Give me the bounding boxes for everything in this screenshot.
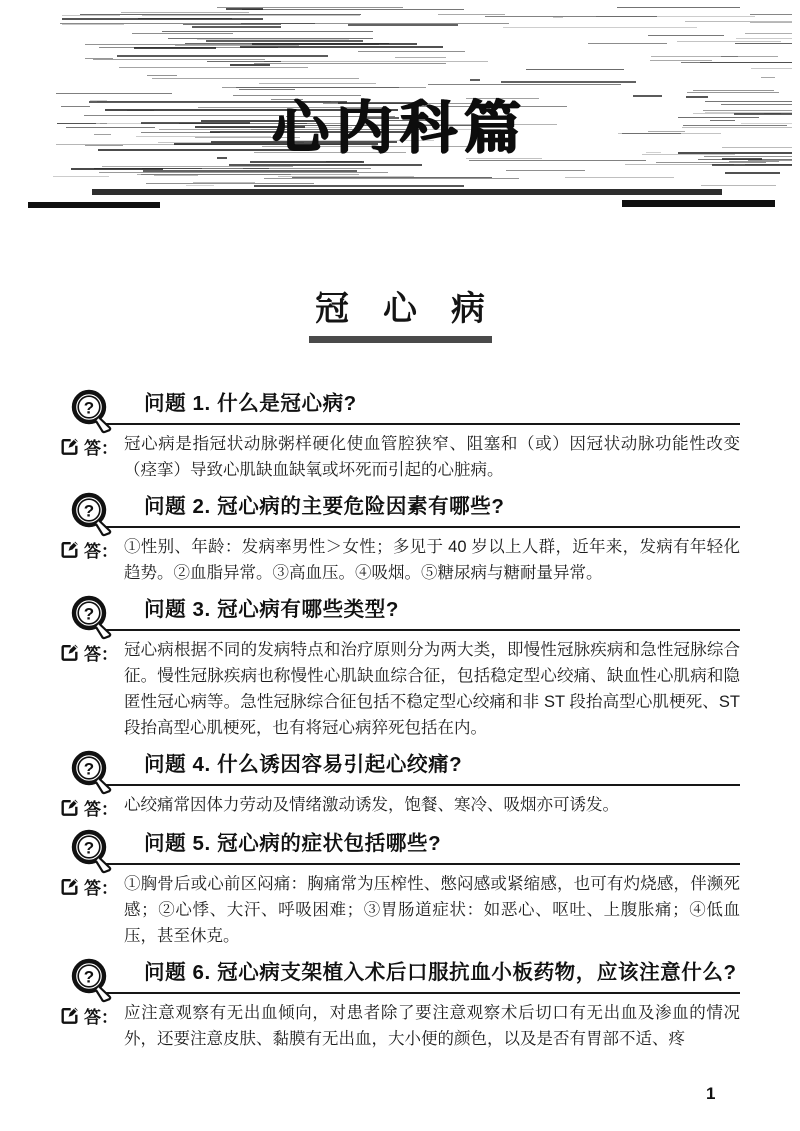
answer-row: [60, 534, 740, 586]
scan-noise-header: [0, 0, 800, 215]
question-title: 问题 2. 冠心病的主要危险因素有哪些?: [144, 495, 505, 518]
question-header: [60, 826, 740, 865]
section-head: [0, 290, 800, 343]
edit-pen-icon: [60, 437, 79, 456]
question-header: [60, 386, 740, 425]
header-rule-right: [622, 200, 775, 207]
qa-block-1: [60, 386, 740, 483]
answer-label: 答：: [84, 645, 118, 664]
answer-row: [60, 871, 740, 949]
answer-label-group: [60, 534, 124, 562]
edit-pen-icon: [60, 1006, 79, 1025]
question-header: [60, 592, 740, 631]
question-mark-glyph: ?: [83, 838, 95, 858]
question-mark-glyph: ?: [83, 604, 95, 624]
answer-text: 冠心病根据不同的发病特点和治疗原则分为两大类，即慢性冠脉疾病和急性冠脉综合征。慢性冠脉疾病也称慢性心肌缺血综合征，包括稳定型心绞痛、缺血性心肌病和隐匿性冠心病等。急性冠脉综合征包括不稳定型心绞痛和非 ST 段抬高型心肌梗死、ST 段抬高型心肌梗死，也有将冠心病猝死包括在内。: [124, 641, 740, 737]
answer-label-group: [60, 1000, 124, 1028]
qa-block-3: [60, 592, 740, 741]
magnifier-question-icon: [69, 389, 116, 434]
qa-content: [60, 386, 740, 1058]
answer-label: 答：: [84, 1008, 118, 1027]
question-mark-glyph: ?: [83, 759, 95, 779]
answer-row: [60, 792, 740, 820]
answer-label-group: [60, 871, 124, 899]
answer-text: ①性别、年龄：发病率男性＞女性；多见于 40 岁以上人群，近年来，发病有年轻化趋势。②血脂异常。③高血压。④吸烟。⑤糖尿病与糖耐量异常。: [124, 538, 740, 582]
answer-text: 心绞痛常因体力劳动及情绪激动诱发，饱餐、寒冷、吸烟亦可诱发。: [124, 796, 619, 814]
edit-pen-icon: [60, 540, 79, 559]
answer-label: 答：: [84, 439, 118, 458]
question-header: [60, 747, 740, 786]
question-title-bar: [102, 386, 740, 425]
answer-label-group: [60, 792, 124, 820]
edit-pen-icon: [60, 798, 79, 817]
question-title: 问题 5. 冠心病的症状包括哪些?: [144, 832, 442, 855]
page-number: 1: [706, 1084, 716, 1103]
qa-block-4: [60, 747, 740, 820]
question-title-bar: [102, 826, 740, 865]
answer-row: [60, 431, 740, 483]
question-title-bar: [102, 489, 740, 528]
answer-label-group: [60, 431, 124, 459]
qa-block-5: [60, 826, 740, 949]
header-rule-left: [28, 202, 160, 208]
question-title: 问题 4. 什么诱因容易引起心绞痛?: [144, 753, 463, 776]
qa-block-6: [60, 955, 740, 1052]
question-title: 问题 6. 冠心病支架植入术后口服抗血小板药物，应该注意什么?: [144, 961, 737, 984]
answer-text: 应注意观察有无出血倾向，对患者除了要注意观察术后切口有无出血及渗血的情况外，还要注意皮肤、黏膜有无出血，大小便的颜色，以及是否有胃部不适、疼: [124, 1004, 740, 1048]
answer-row: [60, 1000, 740, 1052]
section-title: 冠心病: [315, 291, 519, 328]
edit-pen-icon: [60, 643, 79, 662]
question-mark-glyph: ?: [83, 501, 95, 521]
edit-pen-icon: [60, 877, 79, 896]
magnifier-question-icon: [69, 829, 116, 874]
magnifier-question-icon: [69, 595, 116, 640]
chapter-title: 心内科篇: [272, 96, 528, 160]
question-header: [60, 955, 740, 994]
question-mark-glyph: ?: [83, 967, 95, 987]
question-title: 问题 3. 冠心病有哪些类型?: [144, 598, 400, 621]
section-title-underline: [309, 336, 492, 343]
question-title: 问题 1. 什么是冠心病?: [144, 392, 357, 415]
answer-text: ①胸骨后或心前区闷痛：胸痛常为压榨性、憋闷感或紧缩感，也可有灼烧感，伴濒死感；②心悸、大汗、呼吸困难；③胃肠道症状：如恶心、呕吐、上腹胀痛；④低血压，甚至休克。: [124, 875, 740, 945]
question-title-bar: [102, 955, 740, 994]
question-title-bar: [102, 592, 740, 631]
answer-row: [60, 637, 740, 741]
header-rule-long: [92, 189, 722, 195]
question-header: [60, 489, 740, 528]
question-title-bar: [102, 747, 740, 786]
answer-label: 答：: [84, 542, 118, 561]
question-mark-glyph: ?: [83, 398, 95, 418]
qa-block-2: [60, 489, 740, 586]
answer-label-group: [60, 637, 124, 665]
answer-label: 答：: [84, 879, 118, 898]
magnifier-question-icon: [69, 492, 116, 537]
answer-text: 冠心病是指冠状动脉粥样硬化使血管腔狭窄、阻塞和（或）因冠状动脉功能性改变（痉挛）导致心肌缺血缺氧或坏死而引起的心脏病。: [124, 435, 740, 479]
magnifier-question-icon: [69, 750, 116, 795]
magnifier-question-icon: [69, 958, 116, 1003]
answer-label: 答：: [84, 800, 118, 819]
